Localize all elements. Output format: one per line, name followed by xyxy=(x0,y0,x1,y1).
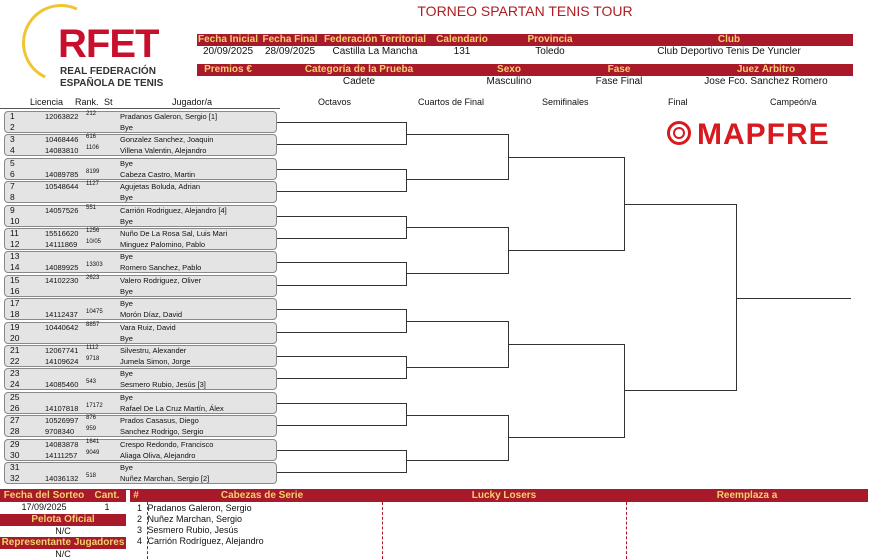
license-number: 12067741 xyxy=(45,346,79,355)
license-number: 10548644 xyxy=(45,182,79,192)
player-name: Morón Díaz, David xyxy=(120,310,183,320)
player-name: Bye xyxy=(120,463,133,472)
license-number: 12063822 xyxy=(45,112,79,121)
bracket-connector xyxy=(277,169,407,192)
player-name: Bye xyxy=(120,252,133,262)
draw-number: 3 xyxy=(10,134,15,145)
bracket-connector xyxy=(277,122,407,145)
player-name: Bye xyxy=(120,333,133,343)
rfet-logo-text: RFET xyxy=(58,22,159,66)
bracket-connector xyxy=(407,321,509,368)
player-rank: 13303 xyxy=(86,262,103,269)
tournament-title: TORNEO SPARTAN TENIS TOUR xyxy=(417,3,633,19)
player-name: Villena Valentin, Alejandro xyxy=(120,146,207,156)
mapfre-icon-inner xyxy=(673,127,685,139)
label-club: Club xyxy=(717,34,741,45)
logo-sub-line-1: REAL FEDERACIÓN xyxy=(60,66,156,77)
player-name: Bye xyxy=(120,392,133,402)
logo-sub-line-2: ESPAÑOLA DE TENIS xyxy=(60,78,164,89)
footer-cant-label: Cant. xyxy=(88,490,126,502)
player-rank: 616 xyxy=(86,134,97,141)
footer-reemplaza-label: Reemplaza a xyxy=(626,490,868,502)
draw-number: 10 xyxy=(10,215,20,226)
column-header-divider xyxy=(0,108,280,109)
draw-number: 30 xyxy=(10,449,20,460)
draw-number: 18 xyxy=(10,309,20,320)
license-number: 14102230 xyxy=(45,275,79,285)
license-number: 14111257 xyxy=(45,450,78,460)
value-fase: Fase Final xyxy=(595,76,643,87)
col-octavos: Octavos xyxy=(318,97,352,107)
header-labels-row-1 xyxy=(197,34,853,46)
seed-name: Pradanos Galeron, Sergio xyxy=(147,503,252,513)
label-fecha-final: Fecha Final xyxy=(262,34,318,45)
footer-cant: 1 xyxy=(104,502,110,512)
license-number: 14057526 xyxy=(45,205,79,215)
player-name: Nuño De La Rosa Sal, Luis Mari xyxy=(120,229,228,238)
license-number: 10526997 xyxy=(45,416,79,426)
footer-pelota-label: Pelota Oficial xyxy=(0,514,126,526)
label-sexo: Sexo xyxy=(497,64,521,75)
footer-cabezas-label: Cabezas de Serie xyxy=(142,490,382,502)
player-rank: 212 xyxy=(86,111,97,117)
label-provincia: Provincia xyxy=(527,34,573,45)
player-name: Carrión Rodriguez, Alejandro [4] xyxy=(120,205,227,215)
player-name: Bye xyxy=(120,216,133,226)
player-name: Valero Rodriguez, Oliver xyxy=(120,275,202,285)
draw-number: 15 xyxy=(10,274,20,285)
draw-number: 9 xyxy=(10,204,15,215)
rfet-logo-subtitle xyxy=(60,66,163,90)
col-cuartos: Cuartos de Final xyxy=(418,97,485,107)
value-sexo: Masculino xyxy=(486,76,532,87)
bracket-connector xyxy=(509,344,625,438)
license-number: 10440642 xyxy=(45,322,79,332)
col-semifinales: Semifinales xyxy=(542,97,589,107)
draw-number: 25 xyxy=(10,391,20,402)
player-rank: 2623 xyxy=(86,274,100,281)
footer-lucky-label: Lucky Losers xyxy=(382,490,626,502)
player-name: Agujetas Boluda, Adrian xyxy=(120,182,201,192)
player-rank: 1256 xyxy=(86,228,100,234)
seed-name: Carrión Rodríguez, Alejandro xyxy=(147,536,264,546)
draw-number: 21 xyxy=(10,345,20,355)
license-number: 14083878 xyxy=(45,439,79,449)
seed-name: Nuñez Marchan, Sergio xyxy=(147,514,243,524)
draw-number: 16 xyxy=(10,285,20,296)
draw-number: 29 xyxy=(10,438,20,449)
player-name: Prados Casasus, Diego xyxy=(120,416,199,426)
player-rank: 9049 xyxy=(86,449,100,456)
player-name: Bye xyxy=(120,286,133,296)
player-rank: 8857 xyxy=(86,321,100,328)
draw-number: 14 xyxy=(10,262,20,273)
player-name: Minguez Palomino, Pablo xyxy=(120,240,206,249)
col-st: St xyxy=(104,97,113,107)
footer-fecha-sorteo: 17/09/2025 xyxy=(21,502,67,512)
bracket-connector xyxy=(277,309,407,332)
label-juez: Juez Árbitro xyxy=(736,64,796,75)
label-federacion: Federación Territorial xyxy=(323,34,427,45)
value-premios xyxy=(197,76,259,88)
bracket-connector xyxy=(277,356,407,379)
player-name: Nuñez Marchan, Sergio [2] xyxy=(120,474,210,483)
seed-name: Sesmero Rubio, Jesús xyxy=(147,525,239,535)
champion-line xyxy=(737,298,851,299)
license-number: 14111869 xyxy=(45,240,78,249)
player-rank: 1127 xyxy=(86,181,99,188)
license-number: 14089925 xyxy=(45,263,79,273)
footer-representante: N/C xyxy=(55,549,71,559)
license-number: 14109624 xyxy=(45,357,79,366)
player-name: Sesmero Rubio, Jesús [3] xyxy=(120,380,206,390)
player-name: Pradanos Galeron, Sergio [1] xyxy=(120,112,218,121)
label-categoria: Categoría de la Prueba xyxy=(304,64,414,75)
bracket-connector xyxy=(407,415,509,462)
col-jugador: Jugador/a xyxy=(172,97,213,107)
footer-fecha-sorteo-label: Fecha del Sorteo xyxy=(0,490,88,502)
license-number: 14085460 xyxy=(45,380,79,390)
col-licencia: Licencia xyxy=(30,97,64,107)
draw-number: 1 xyxy=(10,111,15,121)
value-fecha-final: 28/09/2025 xyxy=(264,46,316,57)
header-values-row-1 xyxy=(197,46,853,58)
draw-number: 13 xyxy=(10,251,20,262)
bracket-connector xyxy=(625,204,737,391)
player-name: Vara Ruiz, David xyxy=(120,322,176,332)
bracket-connector xyxy=(277,403,407,426)
value-provincia: Toledo xyxy=(535,46,565,57)
col-rank: Rank. xyxy=(75,97,99,107)
player-rank: 551 xyxy=(86,204,97,211)
footer-hash-label: # xyxy=(130,490,142,502)
player-rank: 1112 xyxy=(86,345,99,351)
license-number: 14107818 xyxy=(45,403,79,413)
bracket-connector xyxy=(509,157,625,251)
draw-number: 17 xyxy=(10,298,20,309)
player-name: Crespo Redondo, Francisco xyxy=(120,439,214,449)
draw-number: 11 xyxy=(10,228,19,238)
license-number: 9708340 xyxy=(45,427,75,437)
player-rank: 9718 xyxy=(86,356,100,362)
draw-number: 27 xyxy=(10,415,20,426)
draw-number: 19 xyxy=(10,321,20,332)
label-fase: Fase xyxy=(607,64,631,75)
bracket-connector xyxy=(277,262,407,285)
player-rank: 1641 xyxy=(86,438,100,445)
footer-divider-2 xyxy=(382,502,383,559)
footer-representante-label: Representante Jugadores xyxy=(1,537,125,548)
draw-number: 7 xyxy=(10,181,15,192)
player-name: Bye xyxy=(120,123,133,132)
draw-number: 20 xyxy=(10,332,20,343)
player-rank: 1106 xyxy=(86,145,99,152)
license-number: 14036132 xyxy=(45,474,79,483)
player-name: Bye xyxy=(120,158,133,168)
footer-pelota: N/C xyxy=(55,526,71,536)
player-name: Romero Sanchez, Pablo xyxy=(120,263,202,273)
seed-number: 1 xyxy=(137,503,145,513)
license-number: 10468446 xyxy=(45,135,79,145)
value-categoria: Cadete xyxy=(342,76,376,87)
license-number: 15516620 xyxy=(45,229,79,238)
player-name: Rafael De La Cruz Martín, Álex xyxy=(120,403,224,413)
value-juez: Jose Fco. Sanchez Romero xyxy=(704,76,828,87)
col-final: Final xyxy=(668,97,688,107)
seed-row xyxy=(137,503,377,514)
draw-number: 2 xyxy=(10,122,15,132)
draw-number: 26 xyxy=(10,402,20,413)
sponsor-logo: MAPFRE xyxy=(697,118,830,151)
seed-row xyxy=(137,525,377,536)
seed-row xyxy=(137,514,377,525)
bracket-connector xyxy=(407,134,509,181)
draw-number: 28 xyxy=(10,426,20,437)
col-campeon: Campeón/a xyxy=(770,97,817,107)
seed-number: 3 xyxy=(137,525,145,535)
player-name: Silvestru, Alexander xyxy=(120,346,187,355)
player-rank: 543 xyxy=(86,379,97,386)
seeds-list xyxy=(137,503,377,547)
license-number: 14112437 xyxy=(45,310,78,320)
value-calendario: 131 xyxy=(453,46,471,57)
license-number: 14089785 xyxy=(45,169,79,179)
draw-number: 6 xyxy=(10,168,15,179)
label-calendario: Calendario xyxy=(436,34,488,45)
draw-number: 8 xyxy=(10,192,15,203)
seed-number: 2 xyxy=(137,514,145,524)
player-name: Sanchez Rodrigo, Sergio xyxy=(120,427,204,437)
player-rank: 8199 xyxy=(86,168,100,175)
player-rank: 10/05 xyxy=(86,239,102,245)
draw-number: 22 xyxy=(10,356,20,366)
player-name: Gonzalez Sanchez, Joaquin xyxy=(120,135,214,145)
header-values-row-2 xyxy=(197,76,853,88)
player-name: Bye xyxy=(120,299,133,309)
player-name: Jumela Simon, Jorge xyxy=(120,357,191,366)
bracket-connector xyxy=(407,227,509,274)
seed-number: 4 xyxy=(137,536,145,546)
value-federacion: Castilla La Mancha xyxy=(332,46,418,57)
seed-row xyxy=(137,536,377,547)
player-rank: 959 xyxy=(86,426,97,433)
player-rank: 876 xyxy=(86,415,97,422)
header-labels-row-2 xyxy=(197,64,853,76)
player-name: Aliaga Oliva, Alejandro xyxy=(120,450,196,460)
label-premios: Premios € xyxy=(204,64,252,75)
draw-number: 5 xyxy=(10,157,15,168)
label-fecha-inicial: Fecha Inicial xyxy=(197,34,259,45)
draw-number: 12 xyxy=(10,239,20,249)
draw-number: 32 xyxy=(10,473,20,483)
bracket-connector xyxy=(277,450,407,473)
value-fecha-inicial: 20/09/2025 xyxy=(202,46,254,57)
player-rank: 518 xyxy=(86,473,97,479)
footer-divider-3 xyxy=(626,502,627,559)
player-name: Bye xyxy=(120,369,133,379)
draw-number: 31 xyxy=(10,462,20,472)
player-rank: 17172 xyxy=(86,402,103,409)
bracket-connector xyxy=(277,216,407,239)
player-name: Bye xyxy=(120,193,133,203)
license-number: 14083810 xyxy=(45,146,79,156)
player-rank: 10475 xyxy=(86,309,103,316)
draw-number: 4 xyxy=(10,145,15,156)
draw-number: 24 xyxy=(10,379,20,390)
value-club: Club Deportivo Tenis De Yuncler xyxy=(657,46,801,57)
player-name: Cabeza Castro, Martin xyxy=(120,169,196,179)
draw-number: 23 xyxy=(10,368,20,379)
